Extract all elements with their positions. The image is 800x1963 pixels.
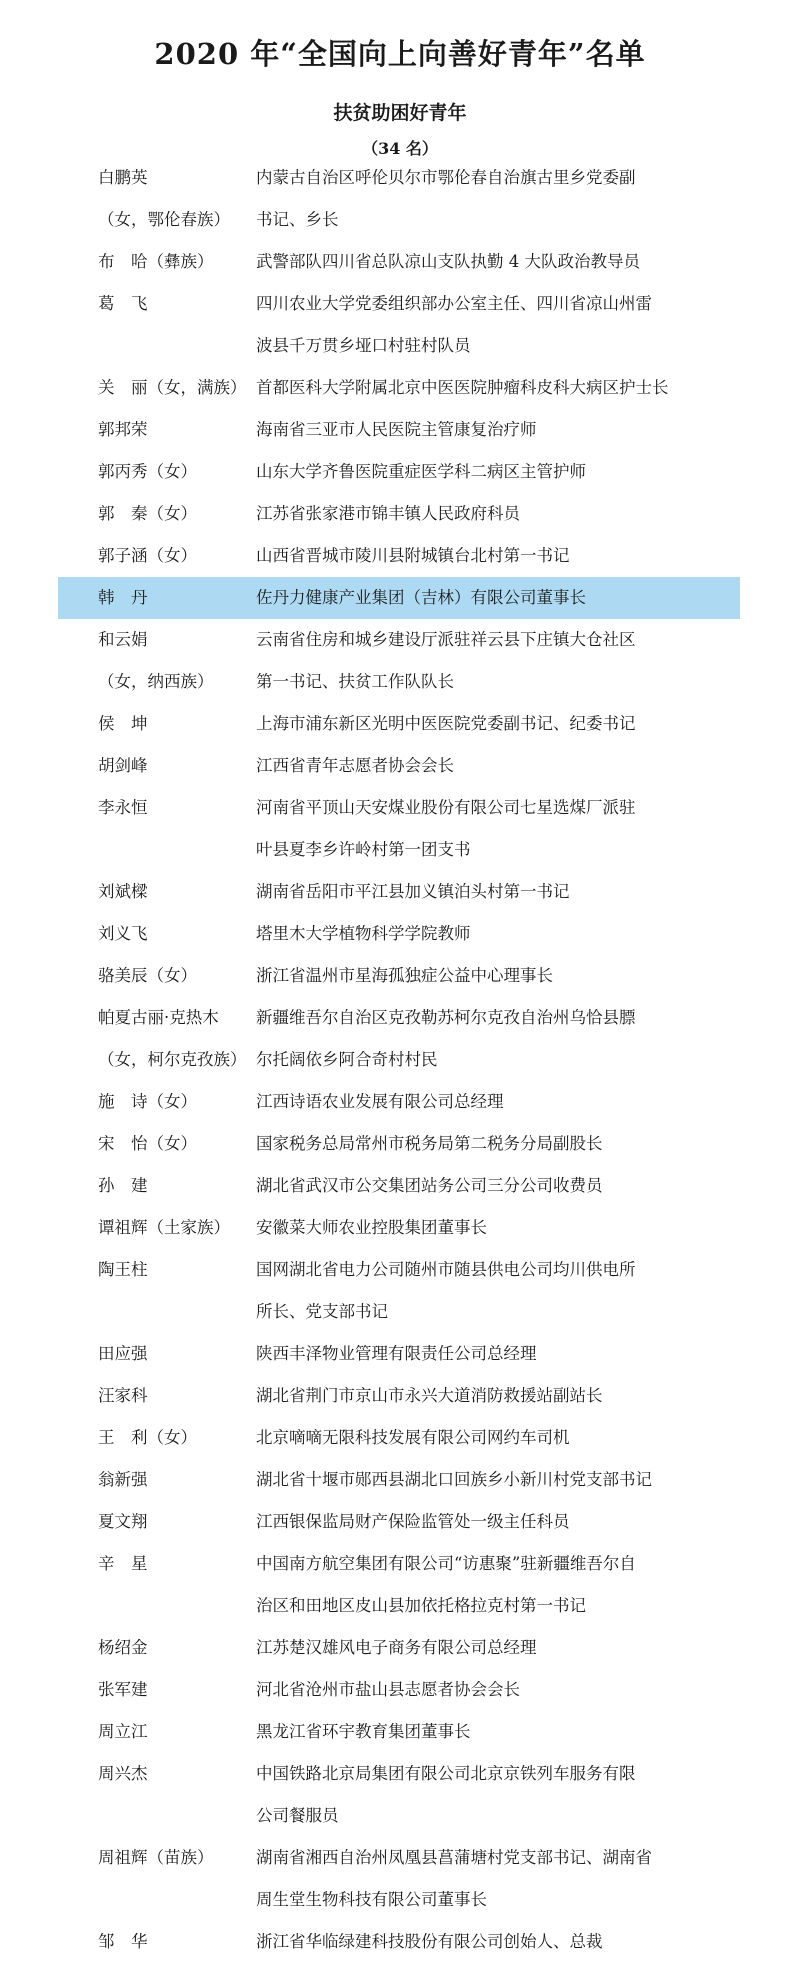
person-name: 周祖辉（苗族） [98, 1848, 214, 1867]
person-affiliation: 山西省晋城市陵川县附城镇台北村第一书记 [256, 546, 570, 565]
person-name: 帕夏古丽·克热木 [98, 1008, 219, 1027]
person-affiliation: 武警部队四川省总队凉山支队执勤 4 大队政治教导员 [256, 252, 640, 271]
list-row [0, 997, 800, 1039]
person-affiliation: 中国铁路北京局集团有限公司北京京铁列车服务有限 [256, 1764, 636, 1783]
person-affiliation: 首都医科大学附属北京中医医院肿瘤科皮科大病区护士长 [256, 378, 669, 397]
person-name: 侯 坤 [98, 714, 148, 733]
list-row [0, 1669, 800, 1711]
list-row [0, 535, 800, 577]
list-row [0, 451, 800, 493]
person-affiliation: 云南省住房和城乡建设厅派驻祥云县下庄镇大仓社区 [256, 630, 636, 649]
person-affiliation: 北京嘀嘀无限科技发展有限公司网约车司机 [256, 1428, 570, 1447]
list-row [0, 1417, 800, 1459]
person-name: 布 哈（彝族） [98, 252, 214, 271]
person-name: 王 利（女） [98, 1428, 197, 1447]
person-affiliation: 山东大学齐鲁医院重症医学科二病区主管护师 [256, 462, 586, 481]
person-affiliation: 波县千万贯乡垭口村驻村队员 [256, 336, 471, 355]
list-row [0, 913, 800, 955]
person-name: 辛 星 [98, 1554, 148, 1573]
list-row [0, 1375, 800, 1417]
list-row [0, 1753, 800, 1795]
person-name: 陶王柱 [98, 1260, 148, 1279]
person-name: 骆美辰（女） [98, 966, 197, 985]
list-row [0, 1249, 800, 1291]
person-affiliation: 上海市浦东新区光明中医医院党委副书记、纪委书记 [256, 714, 636, 733]
list-row [0, 199, 800, 241]
person-name: 韩 丹 [98, 588, 148, 607]
person-name: 周立江 [98, 1722, 148, 1741]
list-row [0, 367, 800, 409]
person-name: 田应强 [98, 1344, 148, 1363]
person-affiliation: 江西诗语农业发展有限公司总经理 [256, 1092, 504, 1111]
person-affiliation: 治区和田地区皮山县加依托格拉克村第一书记 [256, 1596, 586, 1615]
person-affiliation: 四川农业大学党委组织部办公室主任、四川省凉山州雷 [256, 294, 652, 313]
category-heading: 扶贫助困好青年 [333, 102, 467, 124]
person-affiliation: 浙江省温州市星海孤独症公益中心理事长 [256, 966, 553, 985]
list-row [0, 1123, 800, 1165]
person-affiliation: 中国南方航空集团有限公司“访惠聚”驻新疆维吾尔自 [256, 1554, 636, 1573]
list-row [0, 1165, 800, 1207]
person-name: 杨绍金 [98, 1638, 148, 1657]
person-affiliation: 湖北省荆门市京山市永兴大道消防救援站副站长 [256, 1386, 603, 1405]
list-row [0, 1501, 800, 1543]
person-affiliation: 叶县夏李乡许岭村第一团支书 [256, 840, 471, 859]
person-affiliation: 佐丹力健康产业集团（吉林）有限公司董事长 [256, 588, 586, 607]
person-affiliation: 江苏省张家港市锦丰镇人民政府科员 [256, 504, 520, 523]
list-row [0, 661, 800, 703]
list-row [0, 241, 800, 283]
person-name: 谭祖辉（土家族） [98, 1218, 230, 1237]
person-name: 刘斌樑 [98, 882, 148, 901]
person-name: 张军建 [98, 1680, 148, 1699]
person-affiliation: 新疆维吾尔自治区克孜勒苏柯尔克孜自治州乌恰县膘 [256, 1008, 636, 1027]
person-affiliation: 黑龙江省环宇教育集团董事长 [256, 1722, 471, 1741]
person-affiliation: 江西银保监局财产保险监管处一级主任科员 [256, 1512, 570, 1531]
person-name: 刘义飞 [98, 924, 148, 943]
person-name: 郭丙秀（女） [98, 462, 197, 481]
person-name: 汪家科 [98, 1386, 148, 1405]
person-affiliation: 浙江省华临绿建科技股份有限公司创始人、总裁 [256, 1932, 603, 1951]
list-row [0, 1921, 800, 1963]
list-row [0, 955, 800, 997]
person-affiliation: 国网湖北省电力公司随州市随县供电公司均川供电所 [256, 1260, 636, 1279]
person-affiliation: 河南省平顶山天安煤业股份有限公司七星选煤厂派驻 [256, 798, 636, 817]
person-affiliation: 湖北省武汉市公交集团站务公司三分公司收费员 [256, 1176, 603, 1195]
page-title: 2020 年“全国向上向善好青年”名单 [154, 37, 646, 71]
person-affiliation: 第一书记、扶贫工作队队长 [256, 672, 454, 691]
list-row [0, 325, 800, 367]
person-affiliation: 塔里木大学植物科学学院教师 [256, 924, 471, 943]
person-affiliation: 陕西丰泽物业管理有限责任公司总经理 [256, 1344, 537, 1363]
person-name: （女，柯尔克孜族） [98, 1050, 247, 1069]
person-affiliation: 湖南省湘西自治州凤凰县菖蒲塘村党支部书记、湖南省 [256, 1848, 652, 1867]
person-name: 郭邦荣 [98, 420, 148, 439]
person-affiliation: 安徽菜大师农业控股集团董事长 [256, 1218, 487, 1237]
list-row-highlighted [58, 577, 740, 619]
list-row [0, 745, 800, 787]
list-row [0, 283, 800, 325]
person-name: 白鹏英 [98, 168, 148, 187]
list-row [0, 1879, 800, 1921]
category-count: （34 名） [362, 139, 438, 158]
list-row [0, 1459, 800, 1501]
person-name: 周兴杰 [98, 1764, 148, 1783]
person-affiliation: 周生堂生物科技有限公司董事长 [256, 1890, 487, 1909]
person-affiliation: 国家税务总局常州市税务局第二税务分局副股长 [256, 1134, 603, 1153]
person-affiliation: 尔托阔依乡阿合奇村村民 [256, 1050, 438, 1069]
person-name: 关 丽（女，满族） [98, 378, 247, 397]
list-row [0, 619, 800, 661]
person-name: 邹 华 [98, 1932, 148, 1951]
person-name: 孙 建 [98, 1176, 148, 1195]
person-affiliation: 内蒙古自治区呼伦贝尔市鄂伦春自治旗古里乡党委副 [256, 168, 636, 187]
person-name: 夏文翔 [98, 1512, 148, 1531]
list-row [0, 871, 800, 913]
list-row [0, 1081, 800, 1123]
person-affiliation: 江西省青年志愿者协会会长 [256, 756, 454, 775]
list-row [0, 1039, 800, 1081]
person-affiliation: 江苏楚汉雄风电子商务有限公司总经理 [256, 1638, 537, 1657]
list-row [0, 1795, 800, 1837]
person-name: 胡剑峰 [98, 756, 148, 775]
person-name: 李永恒 [98, 798, 148, 817]
person-affiliation: 海南省三亚市人民医院主管康复治疗师 [256, 420, 537, 439]
person-name: 翁新强 [98, 1470, 148, 1489]
person-affiliation: 书记、乡长 [256, 210, 339, 229]
list-row [0, 1291, 800, 1333]
person-name: （女，鄂伦春族） [98, 210, 230, 229]
person-affiliation: 湖南省岳阳市平江县加义镇泊头村第一书记 [256, 882, 570, 901]
person-affiliation: 公司餐服员 [256, 1806, 339, 1825]
list-row [0, 829, 800, 871]
person-name: （女，纳西族） [98, 672, 214, 691]
person-affiliation: 所长、党支部书记 [256, 1302, 388, 1321]
list-row [0, 1711, 800, 1753]
list-row [0, 409, 800, 451]
person-affiliation: 河北省沧州市盐山县志愿者协会会长 [256, 1680, 520, 1699]
list-row [0, 1837, 800, 1879]
person-name: 郭 秦（女） [98, 504, 197, 523]
list-row [0, 787, 800, 829]
person-name: 施 诗（女） [98, 1092, 197, 1111]
person-name: 郭子涵（女） [98, 546, 197, 565]
person-affiliation: 湖北省十堰市郧西县湖北口回族乡小新川村党支部书记 [256, 1470, 652, 1489]
list-row [0, 1207, 800, 1249]
list-row [0, 157, 800, 199]
person-name: 和云娟 [98, 630, 148, 649]
list-row [0, 1585, 800, 1627]
person-name: 葛 飞 [98, 294, 148, 313]
list-row [0, 703, 800, 745]
name-list [0, 157, 800, 1963]
list-row [0, 1543, 800, 1585]
list-row [0, 1627, 800, 1669]
list-row [0, 1333, 800, 1375]
person-name: 宋 怡（女） [98, 1134, 197, 1153]
list-row [0, 493, 800, 535]
